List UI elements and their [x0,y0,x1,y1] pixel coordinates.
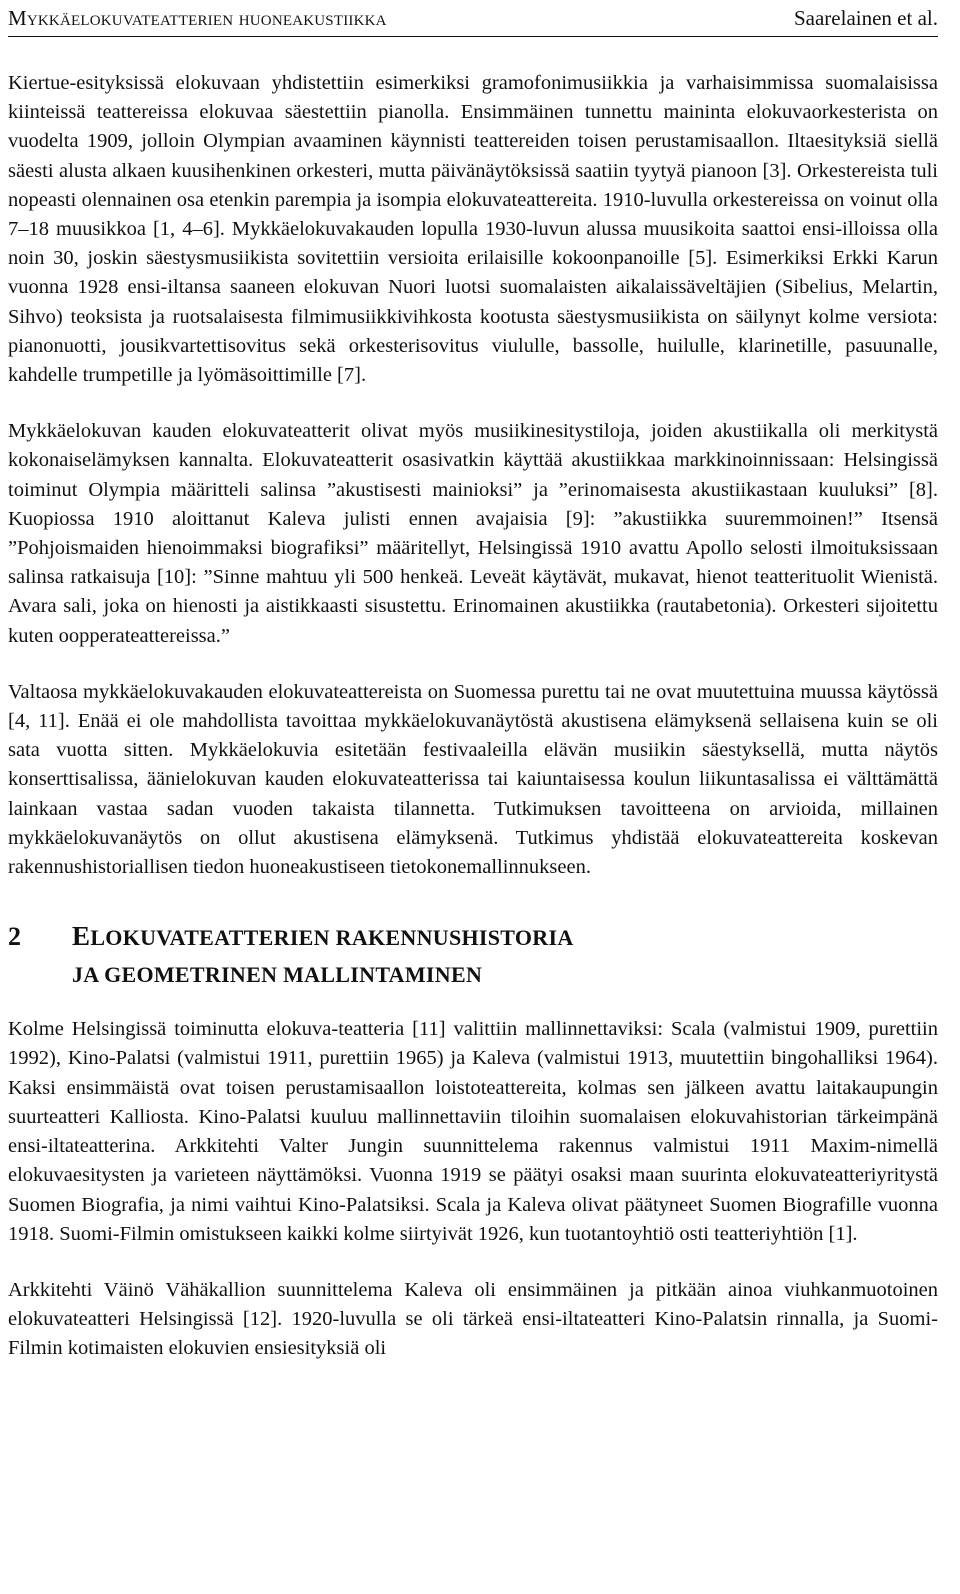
document-page [8,0,938,1364]
running-authors: Saarelainen et al. [793,6,938,30]
section-number: 2 [8,922,21,952]
section-title [72,918,574,993]
paragraph: Kolme Helsingissä toiminutta elokuva-teatteria [11] valittiin mallinnettaviksi: Scala (valmistui 1909, purettiin 1992), Kino-Palatsi (valmistui 1911, purettiin 1965) ja Kaleva (valmistui 1913, muutettiin bingohalliksi 1964). Kaksi ensimmäistä ovat toisen perustamisaallon loistoteattereita, kolmas sen jälkeen avattu laitakaupungin suurteatteri Kalliosta. Kino-Palatsi kuuluu mallinnettaviin tiloihin suomalaisen elokuvahistorian tärkeimpänä ensi-iltateatterina. Arkkitehti Valter Jungin suunnittelema rakennus valmistui 1911 Maxim-nimellä elokuvaesitysten ja varieteen näyttämöksi. Vuonna 1919 se päätyi osaksi maan suurinta elokuvateatteriyritystä Suomen Biografia, ja nimi vaihtui Kino-Palatsiksi. Scala ja Kaleva olivat päätyneet Suomen Biografille vuonna 1918. Suomi-Filmin omistukseen kaikki kolme siirtyivät 1926, kun tuotantoyhtiö osti teatteriyhtiön [1]. [8,1018,938,1245]
paragraph: Kiertue-esityksissä elokuvaan yhdistettiin esimerkiksi gramofonimusiikkia ja varhaisimmissa suomalaisissa kiinteissä teattereissa elokuvaa säestettiin pianolla. Ensimmäinen tunnettu maininta elokuvaorkesterista on vuodelta 1909, jolloin Olympian avaaminen käynnisti teattereiden toisen perustamisaallon. Iltaesityksiä siellä säesti alusta alkaen kuusihenkinen orkesteri, mutta päivänäytöksissä saatiin tyytyä pianoon [3]. Orkestereista tuli nopeasti olennainen osa etenkin parempia ja isompia elokuvateattereita. 1910-luvulla orkestereissa on voinut olla 7–18 muusikkoa [1, 4–6]. Mykkäelokuvakauden lopulla 1930-luvun alussa muusikoita saattoi ensi-illoissa olla noin 30, joskin säestysmusiikista sovitettiin versioita erilaisille kokoonpanoille [5]. Esimerkiksi Erkki Karun vuonna 1928 ensi-iltansa saaneen elokuvan Nuori luotsi suomalaisten aikalaissäveltäjien (Sibelius, Melartin, Sihvo) teoksista ja ruotsalaisesta filmimusiikkivihkosta kootusta säestysmusiikista on säilynyt kolme versiota: pianonuotti, jousikvartettisovitus sekä orkesterisovitus viululle, bassolle, huilulle, klarinetille, pasuunalle, kahdelle trumpetille ja lyömäsoittimille [7]. [8,72,938,387]
section-title-line-1-rest: LOKUVATEATTERIEN RAKENNUSHISTORIA [90,925,574,951]
paragraph: Valtaosa mykkäelokuvakauden elokuvateattereista on Suomessa purettu tai ne ovat muutettuina muussa käytössä [4, 11]. Enää ei ole mahdollista tavoittaa mykkäelokuvanäytöstä akustisena elämyksenä sellaisena kuin se oli sata vuotta sitten. Mykkäelokuvia esitetään festivaaleilla elävän musiikin säestyksellä, mutta näytös konserttisalissa, äänielokuvan kauden elokuvateatterissa tai kaiuntaisessa koulun liikuntasalissa ei välttämättä lainkaan vastaa sadan vuoden takaista tilannetta. Tutkimuksen tavoitteena on arvioida, millainen mykkäelokuvanäytös on ollut akustisena elämyksenä. Tutkimus yhdistää elokuvateattereita koskevan rakennushistoriallisen tiedon huoneakustiseen tietokonemallinnukseen. [8,680,938,879]
paragraph: Arkkitehti Väinö Vähäkallion suunnittelema Kaleva oli ensimmäinen ja pitkään ainoa viuhkanmuotoinen elokuvateatteri Helsingissä [12]. 1920-luvulla se oli tärkeä ensi-iltateatteri Kino-Palatsin rinnalla, ja Suomi-Filmin kotimaisten elokuvien ensiesityksiä oli [8,1278,938,1360]
section-title-initial: E [72,921,91,952]
section-title-line-1 [72,918,574,956]
body-text [8,69,938,1364]
section-title-line-2: JA GEOMETRINEN MALLINTAMINEN [72,962,483,988]
running-header [8,4,938,37]
paragraph: Mykkäelokuvan kauden elokuvateatterit olivat myös musiikinesitystiloja, joiden akustiikalla oli merkitystä kokonaiselämyksen kannalta. Elokuvateatterit osasivatkin käyttää akustiikkaa markkinoinnissaan: Helsingissä toiminut Olympia määritteli salinsa ”akustisesti mainioksi” ja ”erinomaisesta akustiikastaan kuuluksi” [8]. Kuopiossa 1910 aloittanut Kaleva julisti ennen avajaisia [9]: ”akustiikka suuremmoinen!” Itsensä ”Pohjoismaiden hienoimmaksi biografiksi” määritellyt, Helsingissä 1910 avattu Apollo selosti ilmoituksissaan salinsa ratkaisuja [10]: ”Sinne mahtuu yli 500 henkeä. Leveät käytävät, mukavat, hienot teatterituolit Wienistä. Avara sali, joka on hienosti ja aistikkaasti sisustettu. Erinomainen akustiikka (rautabetonia). Orkesteri sijoitettu kuten oopperateattereissa.” [8,420,938,647]
section-heading [8,918,938,993]
running-title: Mykkäelokuvateatterien huoneakustiikka [8,6,387,30]
